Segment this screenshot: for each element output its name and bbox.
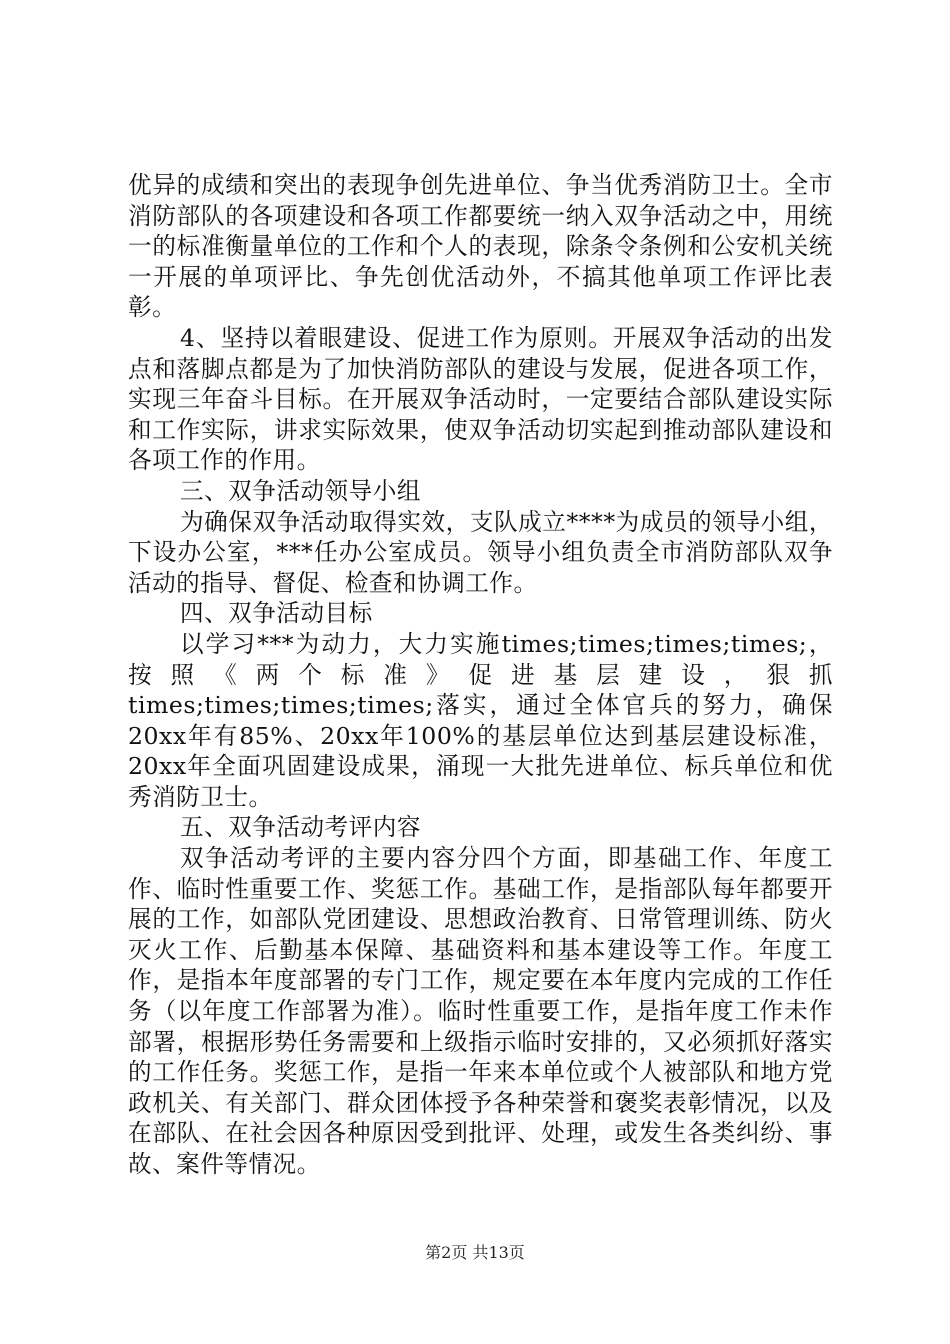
paragraph-evaluation-content: 双争活动考评的主要内容分四个方面，即基础工作、年度工作、临时性重要工作、奖惩工作。基础工作，是指部队每年都要开展的工作，如部队党团建设、思想政治教育、日常管理训练、防火灭火工作、后勤基本保障、基础资料和基本建设等工作。年度工作，是指本年度部署的专门工作，规定要在本年度内完成的工作任务（以年度工作部署为准）。临时性重要工作，是指年度工作未作部署，根据形势任务需要和上级指示临时安排的，又必须抓好落实的工作任务。奖惩工作，是指一年来本单位或个人被部队和地方党政机关、有关部门、群众团体授予各种荣誉和褒奖表彰情况，以及在部队、在社会因各种原因受到批评、处理，或发生各类纠纷、事故、案件等情况。 bbox=[128, 844, 833, 1178]
paragraph-goals: 以学习***为动力，大力实施times;times;times;times;，按照《两个标准》促进基层建设，狠抓times;times;times;times;落实，通过全体官兵的努力，确保20xx年有85%、20xx年100%的基层单位达到基层建设标准，20xx年全面巩固建设成果，涌现一大批先进单位、标兵单位和优秀消防卫士。 bbox=[128, 629, 833, 811]
paragraph-leadership-group: 为确保双争活动取得实效，支队成立****为成员的领导小组，下设办公室，***任办公室成员。领导小组负责全市消防部队双争活动的指导、督促、检查和协调工作。 bbox=[128, 507, 833, 597]
heading-goals: 四、双争活动目标 bbox=[180, 599, 373, 628]
page-footer: 第2页 共13页 bbox=[425, 1243, 525, 1262]
paragraph-principle-4: 4、坚持以着眼建设、促进工作为原则。开展双争活动的出发点和落脚点都是为了加快消防部队的建设与发展，促进各项工作，实现三年奋斗目标。在开展双争活动时，一定要结合部队建设实际和工作实际，讲求实际效果，使双争活动切实起到推动部队建设和各项工作的作用。 bbox=[128, 323, 833, 475]
heading-evaluation-content: 五、双争活动考评内容 bbox=[180, 813, 421, 842]
document-body bbox=[128, 170, 833, 1180]
paragraph-continuation: 优异的成绩和突出的表现争创先进单位、争当优秀消防卫士。全市消防部队的各项建设和各项工作都要统一纳入双争活动之中，用统一的标准衡量单位的工作和个人的表现，除条令条例和公安机关统一开展的单项评比、争先创优活动外，不搞其他单项工作评比表彰。 bbox=[128, 171, 833, 322]
heading-leadership-group: 三、双争活动领导小组 bbox=[180, 476, 421, 505]
